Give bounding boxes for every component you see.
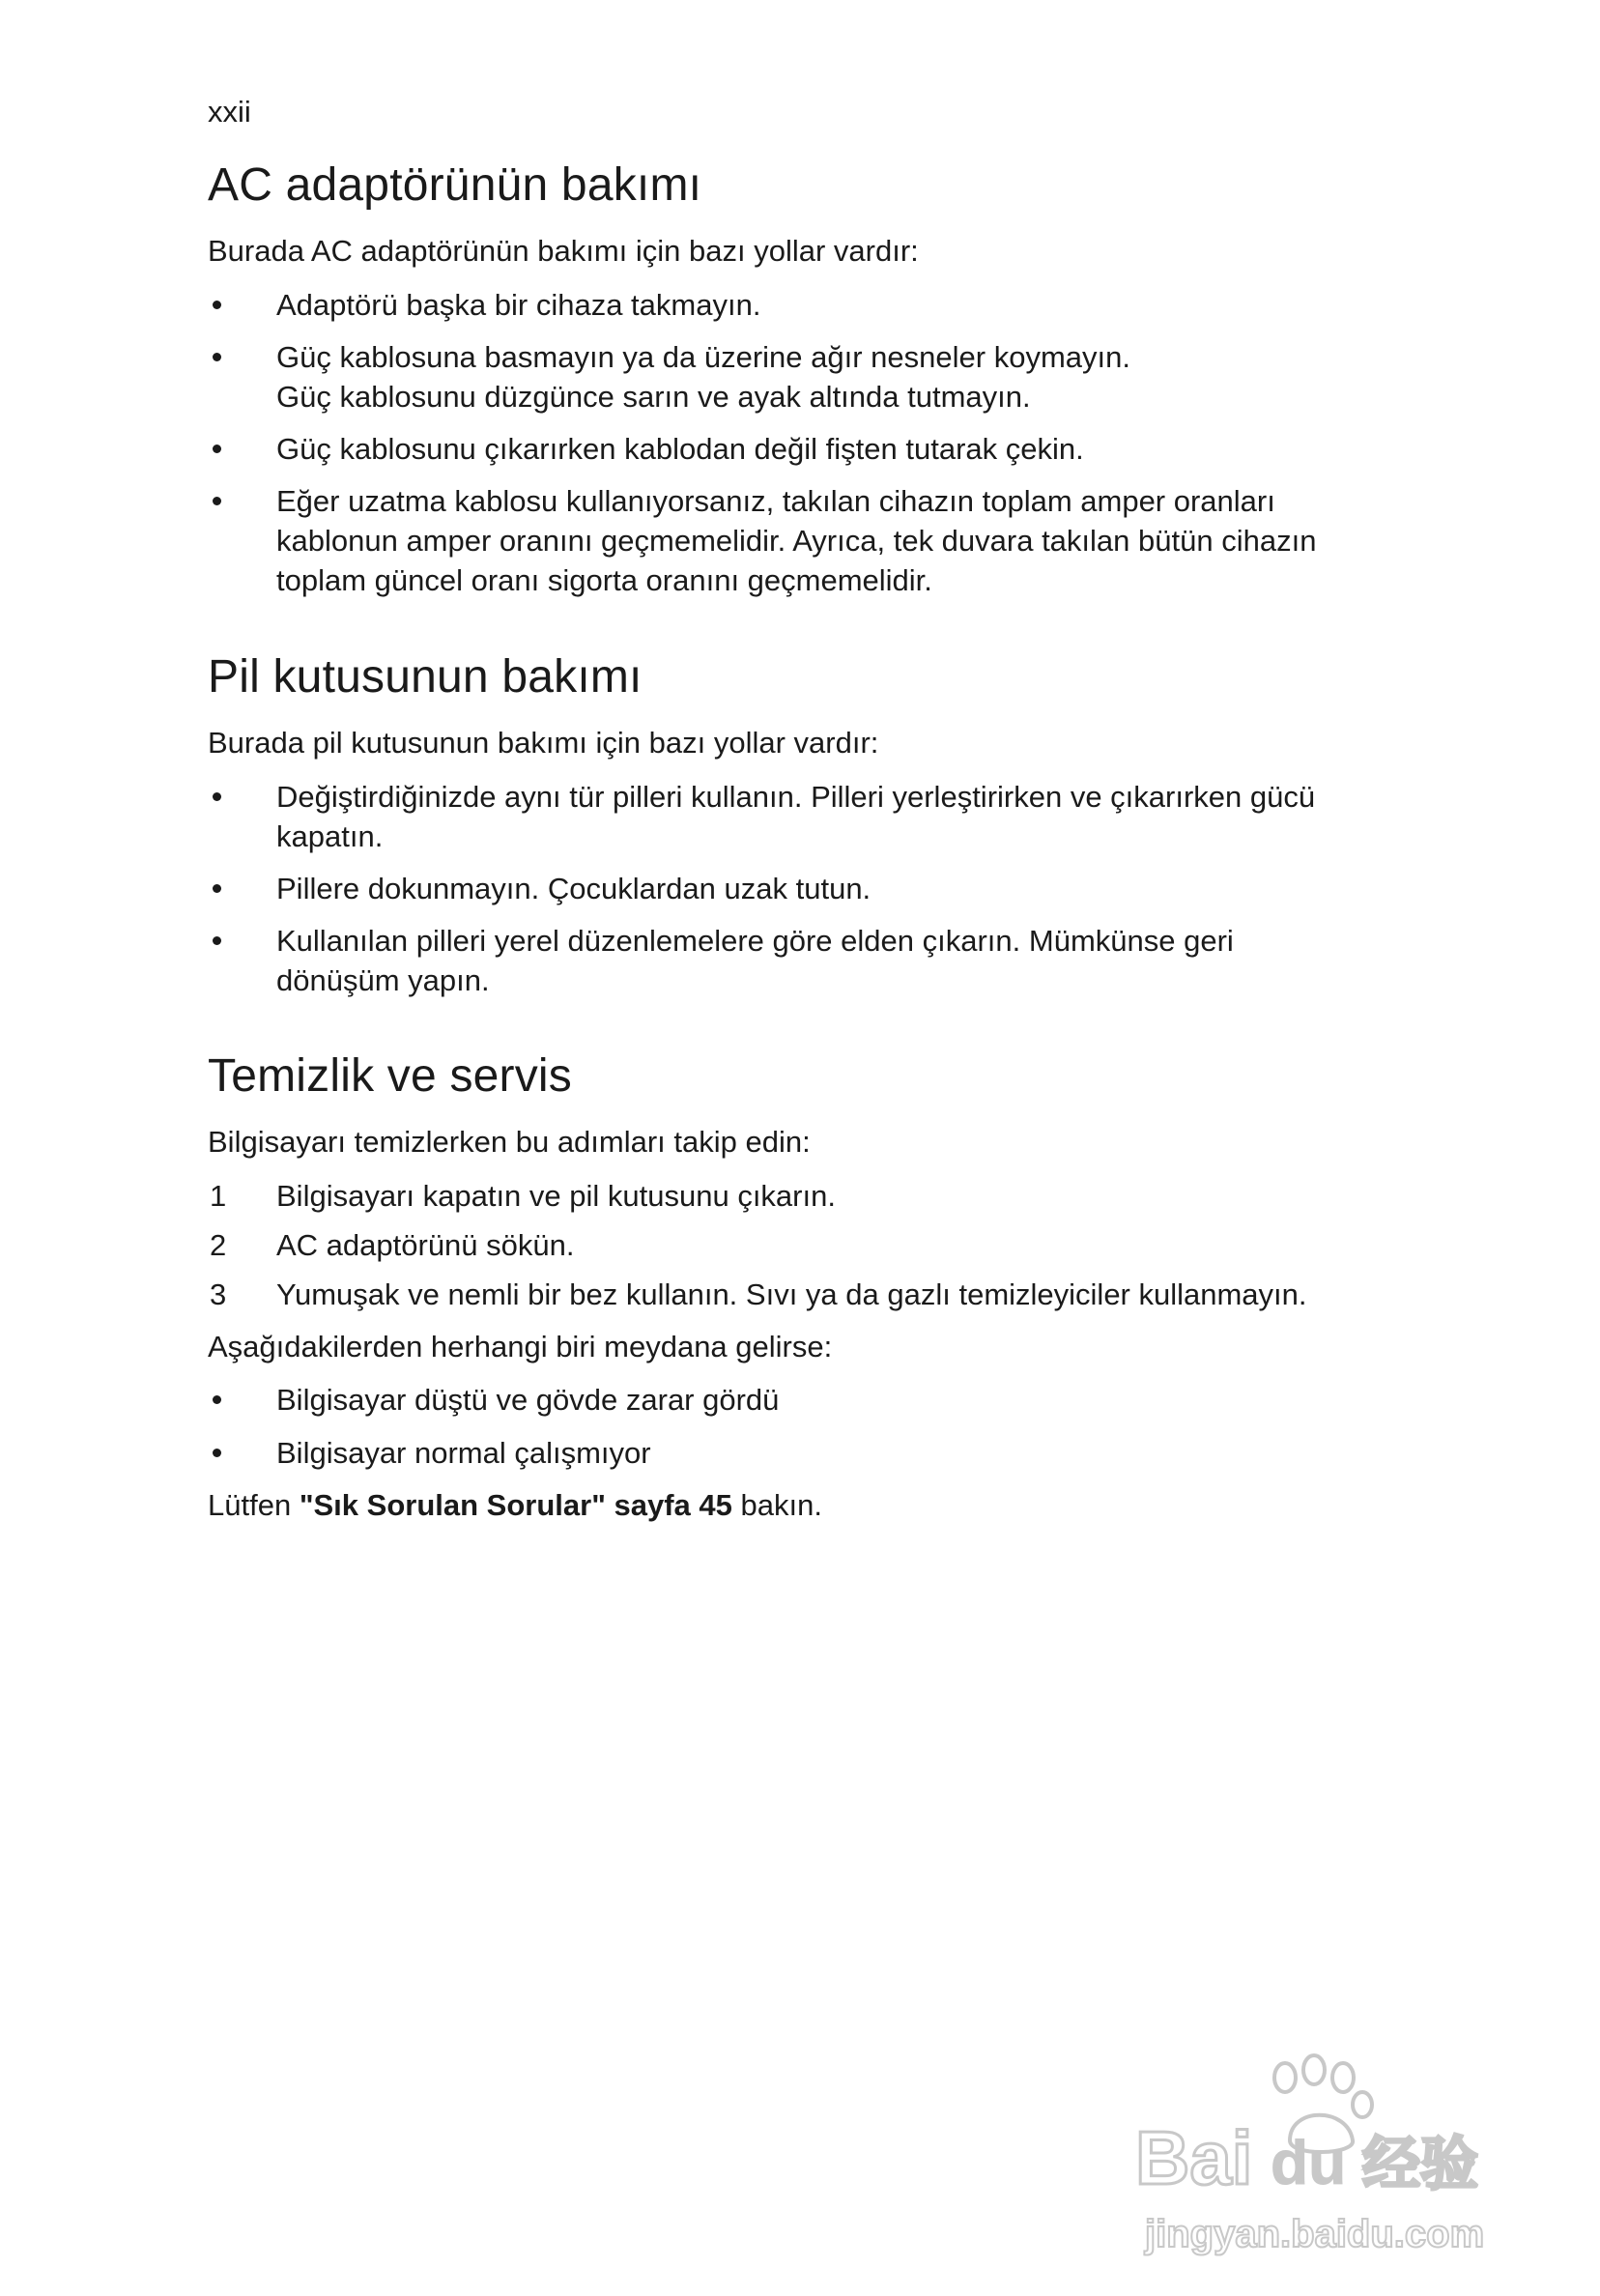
section-heading: AC adaptörünün bakımı	[208, 159, 702, 211]
condition-intro: Aşağıdakilerden herhangi biri meydana gelirse:	[208, 1330, 833, 1363]
numbered-step	[208, 1275, 1367, 1314]
list-item-text: Güç kablosunu çıkarırken kablodan değil fişten tutarak çekin.	[276, 432, 1084, 466]
closing-reference	[208, 1486, 1367, 1525]
watermark-brand-du: du	[1271, 2128, 1347, 2197]
list-item-text: Pillere dokunmayın. Çocuklardan uzak tutun.	[276, 872, 871, 905]
bullet-icon	[213, 936, 221, 945]
list-item	[208, 921, 1367, 1000]
section-ac-adapter	[208, 158, 1367, 600]
bullet-icon	[213, 1449, 221, 1457]
faq-reference-link[interactable]: "Sık Sorulan Sorular" sayfa 45	[299, 1488, 732, 1522]
section-intro: Burada AC adaptörünün bakımı için bazı yollar vardır:	[208, 234, 919, 268]
section-intro: Burada pil kutusunun bakımı için bazı yollar vardır:	[208, 726, 879, 760]
section-heading: Pil kutusunun bakımı	[208, 651, 643, 703]
section-cleaning-service	[208, 1049, 1367, 1525]
bullet-icon	[213, 1395, 221, 1404]
step-number: 3	[210, 1277, 227, 1311]
bullet-icon	[213, 497, 221, 505]
list-item	[208, 481, 1367, 600]
bullet-icon	[213, 445, 221, 453]
list-item-text: Değiştirdiğinizde aynı tür pilleri kullanın. Pilleri yerleştirirken ve çıkarırken gücü kapatın.	[276, 780, 1316, 853]
list-item	[208, 777, 1367, 856]
watermark-cn: 经验	[1362, 2132, 1478, 2196]
list-item-text: Kullanılan pilleri yerel düzenlemelere göre elden çıkarın. Mümkünse geri dönüşüm yapın.	[276, 924, 1234, 997]
numbered-step	[208, 1176, 1367, 1216]
watermark-url: jingyan.baidu.com	[1145, 2213, 1485, 2255]
step-number: 1	[210, 1179, 227, 1213]
watermark-brand: Bai	[1135, 2115, 1253, 2200]
list-item	[208, 869, 1367, 908]
section-battery-pack	[208, 650, 1367, 1000]
section-heading: Temizlik ve servis	[208, 1050, 572, 1102]
list-item	[208, 1433, 1367, 1473]
bullet-icon	[213, 301, 221, 309]
closing-prefix: Lütfen	[208, 1488, 300, 1522]
bullet-icon	[213, 792, 221, 801]
baidu-watermark	[1126, 2049, 1502, 2271]
list-item	[208, 285, 1367, 325]
numbered-step	[208, 1225, 1367, 1265]
section-intro: Bilgisayarı temizlerken bu adımları takip edin:	[208, 1125, 811, 1159]
list-item	[208, 1380, 1367, 1420]
step-number: 2	[210, 1228, 227, 1262]
list-item-text: Bilgisayar düştü ve gövde zarar gördü	[276, 1383, 780, 1417]
bullet-icon	[213, 353, 221, 361]
step-text: Yumuşak ve nemli bir bez kullanın. Sıvı ya da gazlı temizleyiciler kullanmayın.	[276, 1277, 1307, 1311]
step-text: AC adaptörünü sökün.	[276, 1228, 575, 1262]
list-item-text: Güç kablosuna basmayın ya da üzerine ağır nesneler koymayın. Güç kablosunu düzgünce sarın ve ayak altında tutmayın.	[276, 340, 1130, 414]
step-text: Bilgisayarı kapatın ve pil kutusunu çıkarın.	[276, 1179, 836, 1213]
list-item	[208, 429, 1367, 469]
closing-suffix: bakın.	[731, 1488, 822, 1522]
list-item	[208, 337, 1367, 416]
bullet-icon	[213, 884, 221, 893]
page-number: xxii	[208, 95, 251, 129]
list-item-text: Adaptörü başka bir cihaza takmayın.	[276, 288, 761, 322]
list-item-text: Eğer uzatma kablosu kullanıyorsanız, takılan cihazın toplam amper oranları kablonun amper oranını geçmemelidir. Ayrıca, tek duvara takılan bütün cihazın toplam güncel oranı sigorta oranını geçmemelidir.	[276, 484, 1317, 597]
list-item-text: Bilgisayar normal çalışmıyor	[276, 1436, 651, 1470]
